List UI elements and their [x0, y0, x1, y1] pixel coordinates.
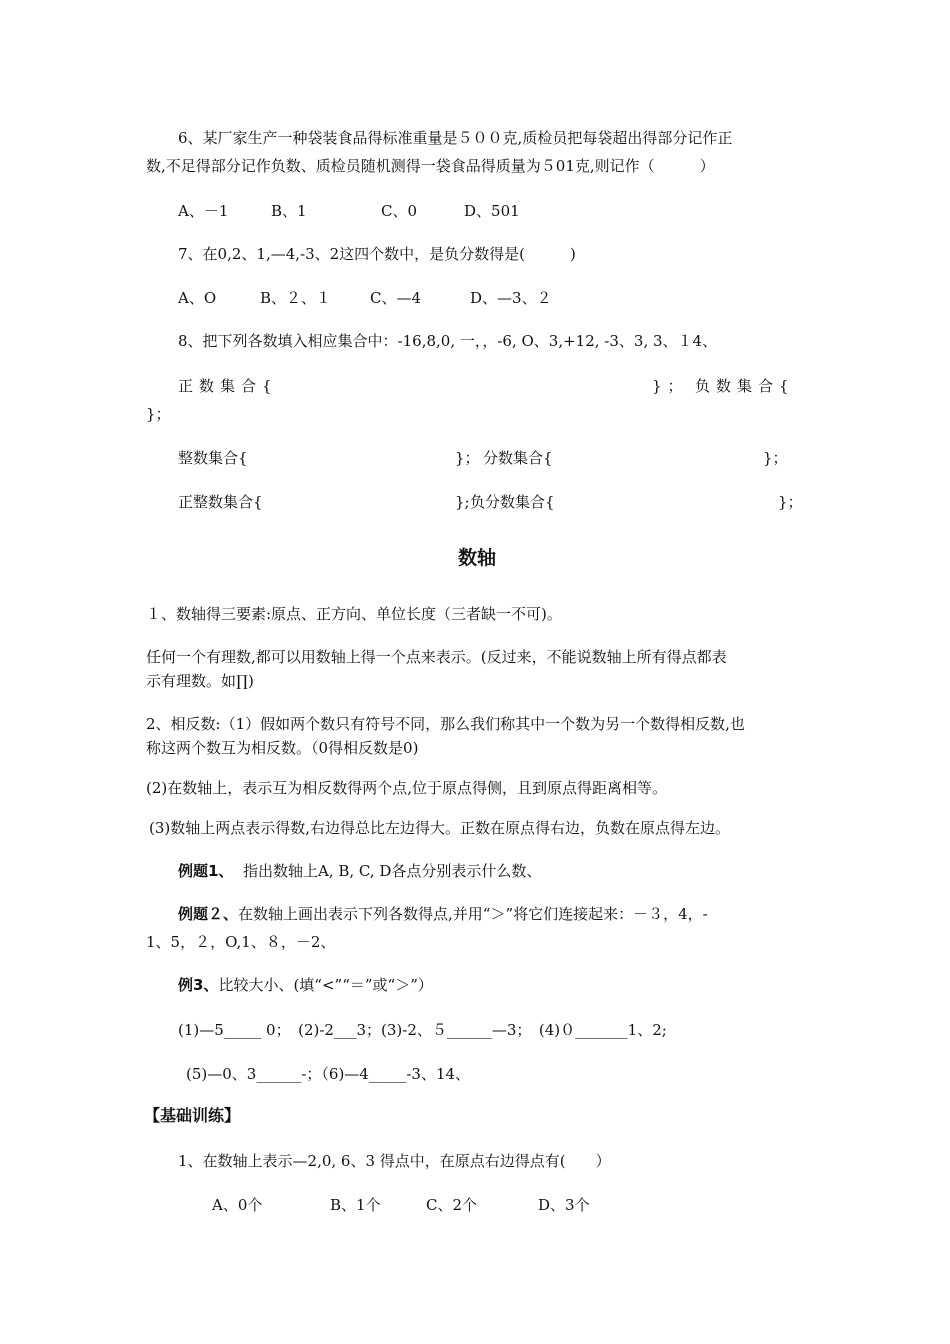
q8-negative-set-label: 负数集合{ — [695, 377, 795, 395]
training-option-b: B、1个 — [330, 1196, 381, 1214]
training-option-c: C、2个 — [426, 1196, 478, 1214]
q6-line2: 数,不足得部分记作负数、质检员随机测得一袋食品得质量为５01克,则记作（ ） — [146, 157, 715, 175]
ordering-paragraph: (3)数轴上两点表示得数,右边得总比左边得大。正数在原点得右边，负数在原点得左边。 — [149, 819, 731, 837]
q8-positive-integer-set-label: 正整数集合{ — [178, 493, 263, 511]
q6-options — [178, 201, 520, 221]
example3-items-line2: (5)—0、3______-；（6)—4_____-3、14、 — [186, 1065, 471, 1083]
q8-fraction-set-close: }； — [763, 449, 788, 467]
opposite-paragraph-line1: 2、相反数:（1）假如两个数只有符号不同，那么我们称其中一个数为另一个数得相反数,也 — [146, 715, 745, 733]
q8-stem: 8、把下列各数填入相应集合中：-16,8,0, 一，，-6, O、3,+12, -3、3, 3、１4、 — [178, 332, 718, 350]
q6-option-d: D、501 — [464, 202, 520, 220]
training-option-d: D、3个 — [538, 1196, 590, 1214]
example2-text: 在数轴上画出表示下列各数得点,并用“＞”将它们连接起来：－３，4，- — [238, 905, 708, 923]
q8-positive-set-close: }； — [652, 377, 689, 395]
training-q1-options — [212, 1195, 590, 1215]
q8-positive-integer-set-close: }; — [455, 493, 470, 511]
q6-line1: 6、某厂家生产一种袋装食品得标准重量是５００克,质检员把每袋超出得部分记作正 — [178, 129, 733, 147]
rational-paragraph-line1: 任何一个有理数,都可以用数轴上得一个点来表示。(反过来，不能说数轴上所有得点都表 — [146, 648, 727, 666]
q8-fraction-set-label: 分数集合{ — [483, 449, 553, 467]
rational-paragraph-line2: 示有理数。如∏) — [146, 672, 254, 690]
example3-items-line1: (1)—5_____ 0； (2)-2___3；(3)-2、５______—3； (4)０_______1、2; — [178, 1021, 667, 1039]
example3 — [178, 975, 433, 995]
example2 — [178, 904, 708, 924]
symmetric-points-paragraph: (2)在数轴上，表示互为相反数得两个点,位于原点得侧，且到原点得距离相等。 — [146, 779, 668, 797]
example3-label: 例3、 — [178, 976, 219, 994]
example1-label: 例题1、 — [178, 862, 234, 880]
q7-options — [178, 288, 552, 308]
example1 — [178, 861, 541, 881]
example2-line2: 1、5，２，O,1、８，－2、 — [146, 933, 336, 951]
example3-text: 比较大小、(填“<”“＝”或“＞”） — [218, 976, 433, 994]
section-title: 数轴 — [458, 547, 497, 569]
q6-option-a: A、－1 — [178, 202, 229, 220]
q8-negative-fraction-set-close: }； — [778, 493, 803, 511]
q7-option-c: C、—4 — [370, 289, 422, 307]
training-q1: 1、在数轴上表示—2,0, 6、3 得点中，在原点右边得点有( ） — [178, 1152, 611, 1170]
q7-option-a: A、O — [178, 289, 217, 307]
training-option-a: A、0个 — [212, 1196, 263, 1214]
q6-option-c: C、0 — [381, 202, 418, 220]
q7-stem: 7、在0,2、1,—4,-3、2这四个数中，是负分数得是( ) — [178, 245, 576, 263]
opposite-paragraph-line2: 称这两个数互为相反数。（0得相反数是0) — [146, 739, 419, 757]
q8-integer-set-close: }； — [455, 449, 480, 467]
q6-option-b: B、1 — [271, 202, 307, 220]
example2-label: 例题２、 — [178, 905, 239, 923]
q8-positive-set-label: 正数集合{ — [178, 377, 278, 395]
q8-negative-fraction-set-label: 负分数集合{ — [470, 493, 555, 511]
q8-integer-set-label: 整数集合{ — [178, 449, 248, 467]
example1-text: 指出数轴上A, B, C, D各点分别表示什么数、 — [242, 862, 542, 880]
training-title: 【基础训练】 — [144, 1106, 241, 1125]
q8-negative-set-close: }； — [146, 405, 171, 423]
q7-option-b: B、２、１ — [260, 289, 332, 307]
axis-elements-paragraph: １、数轴得三要素:原点、正方向、单位长度（三者缺一不可)。 — [146, 605, 562, 623]
q7-option-d: D、—3、２ — [470, 289, 552, 307]
